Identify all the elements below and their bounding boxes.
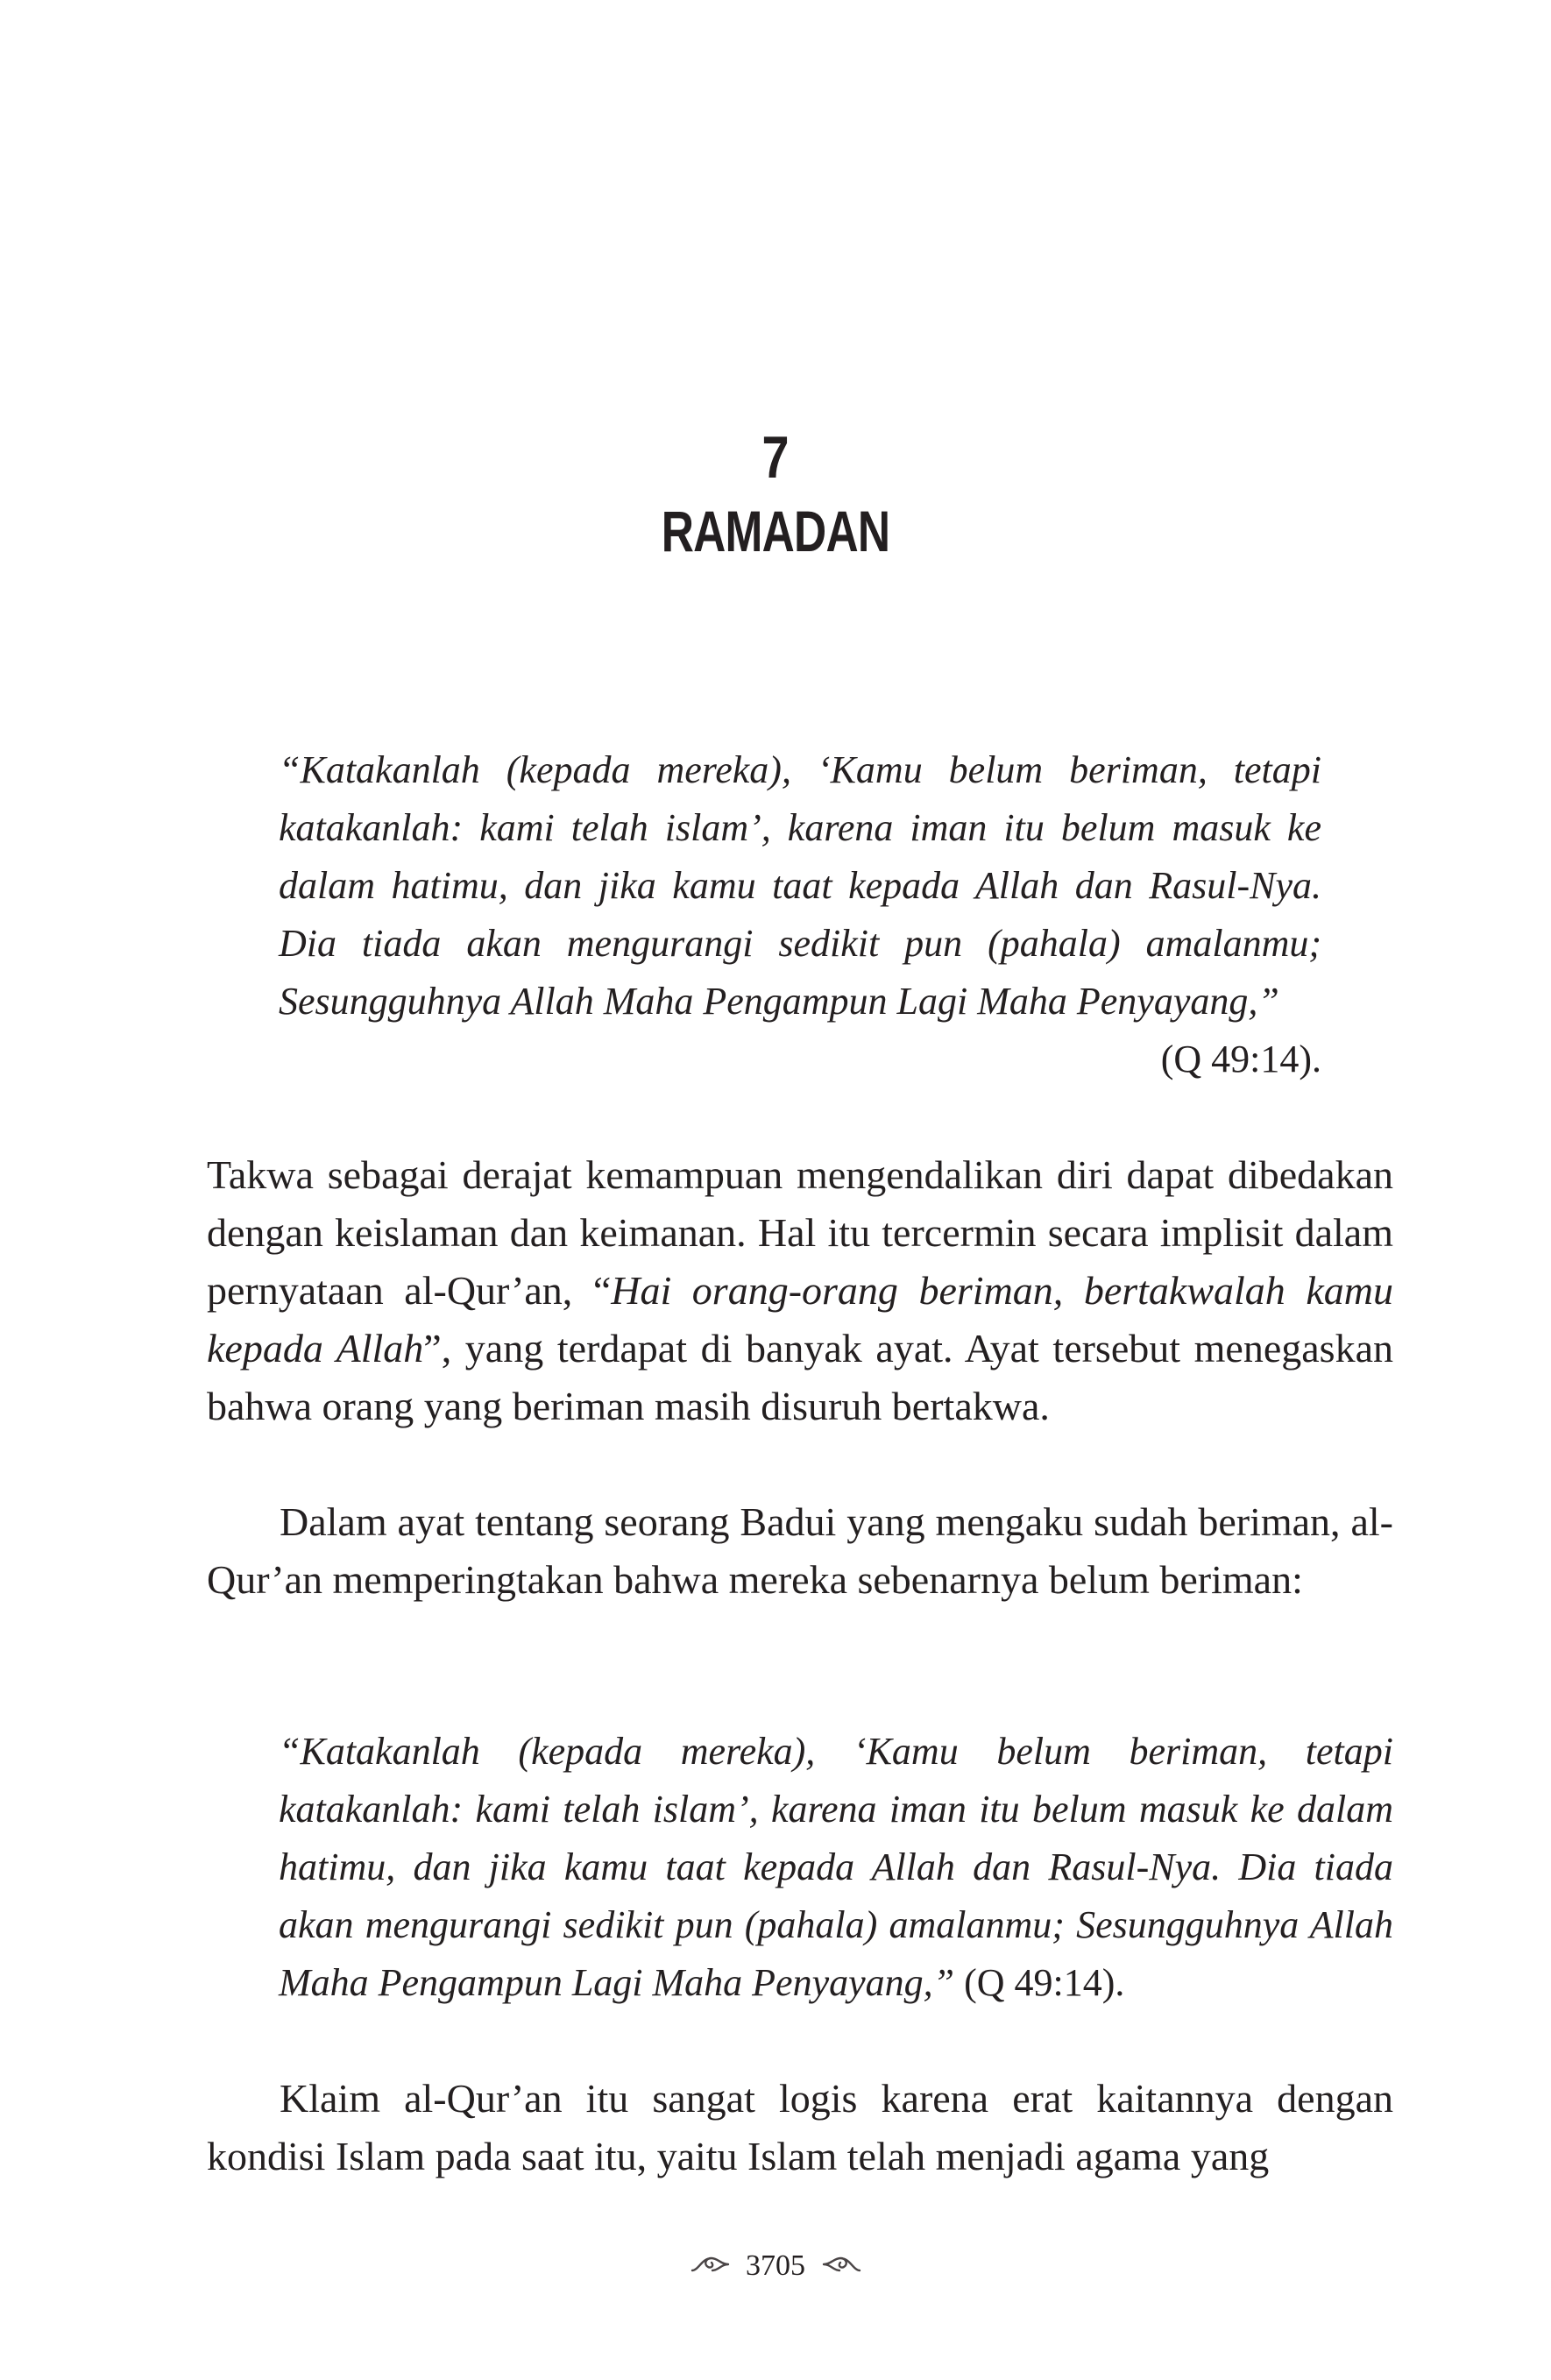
paragraph-1-italic-phrase: Hai orang-orang beriman, bertakwalah kamu kepada Allah: [207, 1268, 1393, 1371]
paragraph-3-text: Klaim al-Qur’an itu sangat logis karena erat kaitannya dengan kondisi Islam pada saat itu, yaitu Islam telah menjadi agama yang: [207, 2076, 1393, 2178]
paragraph-1-text-end: ”, yang terdapat di banyak ayat. Ayat tersebut menegaskan bahwa orang yang beriman masih disuruh bertakwa.: [207, 1326, 1393, 1428]
epigraph-quote: [279, 741, 1321, 1031]
paragraph-3: [207, 2070, 1393, 2185]
paragraph-2: [207, 1493, 1393, 1609]
page-number: 3705: [746, 2249, 805, 2283]
paragraph-1-text-start: Takwa sebagai derajat kemampuan mengendalikan diri dapat dibedakan dengan keislaman dan keimanan. Hal itu tercermin secara implisit dalam pernyataan al-Qur’an, “: [207, 1152, 1393, 1313]
ornament-left-icon: [690, 2247, 730, 2285]
block-quote-text: “Katakanlah (kepada mereka), ‘Kamu belum beriman, tetapi katakanlah: kami telah islam’, karena iman itu belum masuk ke dalam hatimu, dan jika kamu taat kepada Allah dan Rasul-Nya. Dia tiada akan mengurangi sedikit pun (pahala) amalanmu; Sesungguhnya Allah Maha Pengampun Lagi Maha Penyayang,”: [279, 1730, 1393, 2004]
epigraph-text: “Katakanlah (kepada mereka), ‘Kamu belum beriman, tetapi katakanlah: kami telah islam’, karena iman itu belum masuk ke dalam hatimu, dan jika kamu taat kepada Allah dan Rasul-Nya. Dia tiada akan mengurangi sedikit pun (pahala) amalanmu; Sesungguhnya Allah Maha Pengampun Lagi Maha Penyayang,”: [279, 748, 1321, 1023]
epigraph-reference: (Q 49:14).: [1160, 1038, 1321, 1080]
paragraph-1: [207, 1146, 1393, 1435]
chapter-number: 7: [761, 424, 790, 491]
block-quote: [279, 1723, 1393, 2012]
block-quote-reference: (Q 49:14).: [954, 1961, 1125, 2004]
paragraph-2-text: Dalam ayat tentang seorang Badui yang mengaku sudah beriman, al-Qur’an memperingtakan bahwa mereka sebenarnya belum beriman:: [207, 1499, 1393, 1602]
chapter-title: RAMADAN: [661, 499, 890, 563]
page-footer: [0, 2245, 1551, 2285]
ornament-right-icon: [822, 2247, 862, 2285]
